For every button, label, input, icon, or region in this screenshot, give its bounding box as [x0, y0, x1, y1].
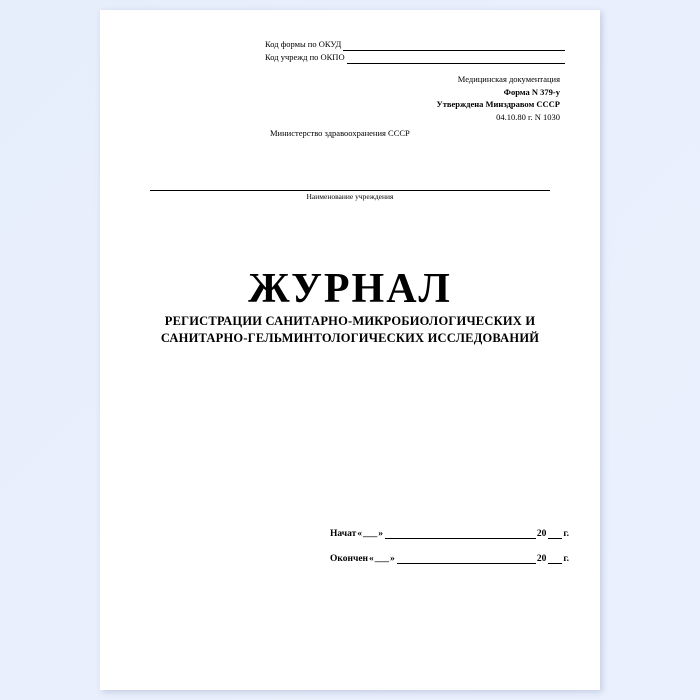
- date-month-blank-started[interactable]: [385, 528, 536, 539]
- meta-line-approved-by: Утверждена Минздравом СССР: [436, 99, 560, 109]
- date-quote-close-started: »: [378, 529, 384, 539]
- code-row-okpo: [265, 51, 565, 64]
- date-day-blank-finished[interactable]: ___: [374, 554, 390, 564]
- date-year-prefix-started: 20: [536, 529, 547, 539]
- date-quote-open-started: «: [357, 529, 363, 539]
- code-label-okpo: Код учрежд по ОКПО: [265, 52, 345, 62]
- meta-line-form-number: Форма N 379-у: [503, 86, 560, 97]
- document-page: [100, 10, 600, 690]
- date-fields-block: [330, 528, 570, 578]
- date-row-started: [330, 528, 570, 539]
- date-month-blank-finished[interactable]: [397, 553, 536, 564]
- institution-name-blank[interactable]: [150, 190, 550, 191]
- date-year-blank-started[interactable]: [548, 528, 562, 539]
- document-page-content: [100, 10, 600, 690]
- code-row-okud: [265, 38, 565, 51]
- institution-name-caption: Наименование учреждения: [306, 192, 394, 201]
- code-label-okud: Код формы по ОКУД: [265, 39, 342, 49]
- page-title: ЖУРНАЛ: [248, 266, 452, 312]
- ministry-line: Министерство здравоохранения СССР: [270, 128, 410, 138]
- date-label-started: Начат: [330, 529, 357, 539]
- page-subtitle-line-1: РЕГИСТРАЦИИ САНИТАРНО-МИКРОБИОЛОГИЧЕСКИХ И: [164, 314, 536, 328]
- date-year-suffix-started: г.: [563, 529, 569, 539]
- date-year-blank-finished[interactable]: [548, 553, 562, 564]
- document-meta-block: [300, 73, 560, 123]
- date-quote-close-finished: »: [390, 554, 395, 564]
- date-label-finished: Окончен: [330, 554, 369, 564]
- page-subtitle: [130, 313, 570, 347]
- date-day-blank-started[interactable]: ___: [363, 529, 378, 539]
- date-row-finished: [330, 553, 570, 564]
- code-blank-okud[interactable]: [343, 41, 565, 51]
- meta-line-documentation: Медицинская документация: [457, 74, 560, 84]
- meta-line-approval-date: 04.10.80 г. N 1030: [496, 111, 560, 122]
- date-quote-open-finished: «: [369, 554, 374, 564]
- code-blank-okpo[interactable]: [347, 54, 565, 64]
- form-code-block: [265, 38, 565, 64]
- date-year-prefix-finished: 20: [536, 554, 547, 564]
- date-year-suffix-finished: г.: [563, 554, 569, 564]
- page-subtitle-line-2: САНИТАРНО-ГЕЛЬМИНТОЛОГИЧЕСКИХ ИССЛЕДОВАНИЙ: [160, 331, 540, 345]
